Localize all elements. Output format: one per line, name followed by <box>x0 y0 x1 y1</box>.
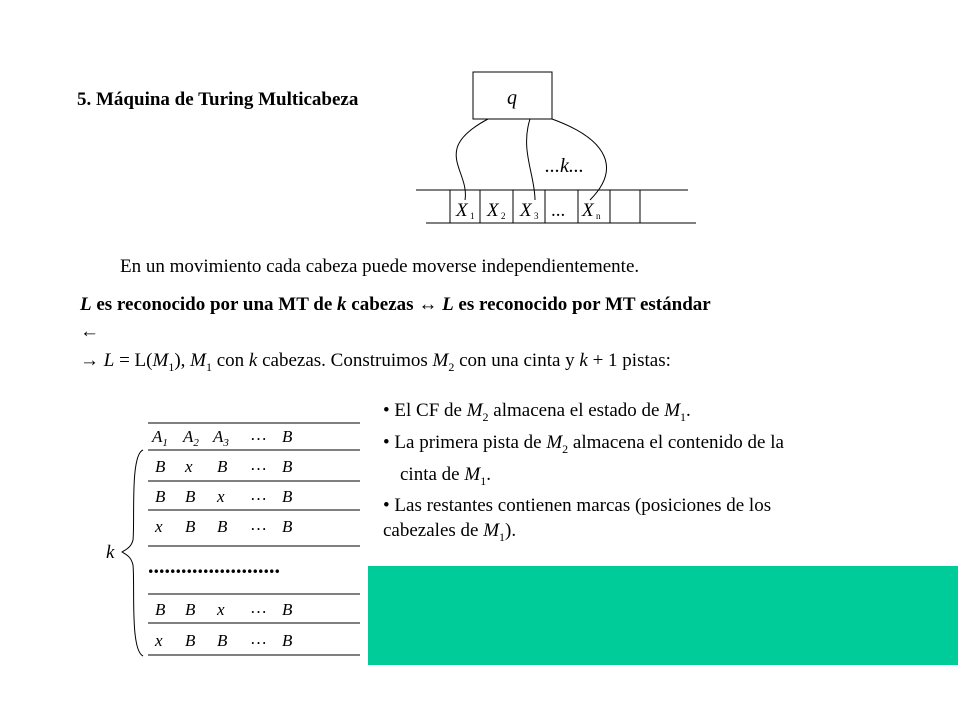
tape-sub-n: n <box>596 211 601 221</box>
track-cell: … <box>250 515 267 534</box>
track-cell: x <box>155 631 163 650</box>
construction-sentence: → $L = L(M_1)$, $M_1$ con k cabezas. Construimos $M_2$ con una cinta y k + 1 pistas: <box>80 350 671 374</box>
track-cell: $A_2$ <box>183 427 199 449</box>
track-cell: x <box>217 487 225 506</box>
bullet-3-cont: cabezales de $M_1$). <box>383 520 517 545</box>
track-cell: B <box>282 427 293 446</box>
tape-sub-1: 1 <box>470 211 475 221</box>
tracks-k-label: k <box>106 542 115 563</box>
tape-cell-1: X <box>456 200 468 221</box>
state-label: q <box>507 87 517 109</box>
tape-cell-2: X <box>487 200 499 221</box>
track-cell: x <box>185 457 193 476</box>
iff-arrow: ↔ <box>418 294 438 315</box>
bullet-2: • La primera pista de $M_2$ almacena el contenido de la <box>383 431 784 456</box>
track-cell: B <box>217 631 228 650</box>
track-cell: x <box>155 517 163 536</box>
track-cell: B <box>185 631 196 650</box>
track-cell: … <box>250 629 267 648</box>
track-cell: B <box>155 600 166 619</box>
tape-sub-3: 3 <box>534 211 539 221</box>
tape-cell-dots: ... <box>551 200 566 221</box>
tape-sub-2: 2 <box>501 211 506 221</box>
track-cell: … <box>250 598 267 617</box>
track-cell: B <box>155 457 166 476</box>
track-cell: B <box>282 517 293 536</box>
track-cell: B <box>282 631 293 650</box>
track-cell: B <box>217 457 228 476</box>
track-cell: $A_3$ <box>213 427 229 449</box>
track-cell: … <box>250 455 267 474</box>
bullet-3: • Las restantes contienen marcas (posiciones de los <box>383 495 772 517</box>
track-cell: B <box>185 600 196 619</box>
track-cell: B <box>155 487 166 506</box>
brace <box>122 450 143 656</box>
track-cell: … <box>250 485 267 504</box>
k-heads-label: ...k... <box>545 155 584 177</box>
tape-cell-n: X <box>582 200 594 221</box>
track-cell: B <box>217 517 228 536</box>
slide-title: 5. Máquina de Turing Multicabeza <box>77 89 359 110</box>
theorem-statement: L es reconocido por una MT de k cabezas ↔ L es reconocido por MT estándar <box>80 294 711 315</box>
green-box <box>368 566 958 665</box>
tape-cell-3: X <box>520 200 532 221</box>
movement-sentence: En un movimiento cada cabeza puede moverse independientemente. <box>120 256 640 277</box>
track-cell: B <box>282 487 293 506</box>
bullet-1: • El CF de $M_2$ almacena el estado de $M_1$. <box>383 400 691 424</box>
left-arrow: ← <box>80 321 99 342</box>
track-cell: B <box>185 517 196 536</box>
track-cell: $A_1$ <box>152 427 168 449</box>
bullet-2-cont: cinta de $M_1$. <box>400 463 491 488</box>
track-cell: B <box>185 487 196 506</box>
track-cell: B <box>282 457 293 476</box>
track-cell: B <box>282 600 293 619</box>
track-cell: … <box>250 425 267 444</box>
track-cell: x <box>217 600 225 619</box>
track-dots: ........................ <box>148 553 280 578</box>
